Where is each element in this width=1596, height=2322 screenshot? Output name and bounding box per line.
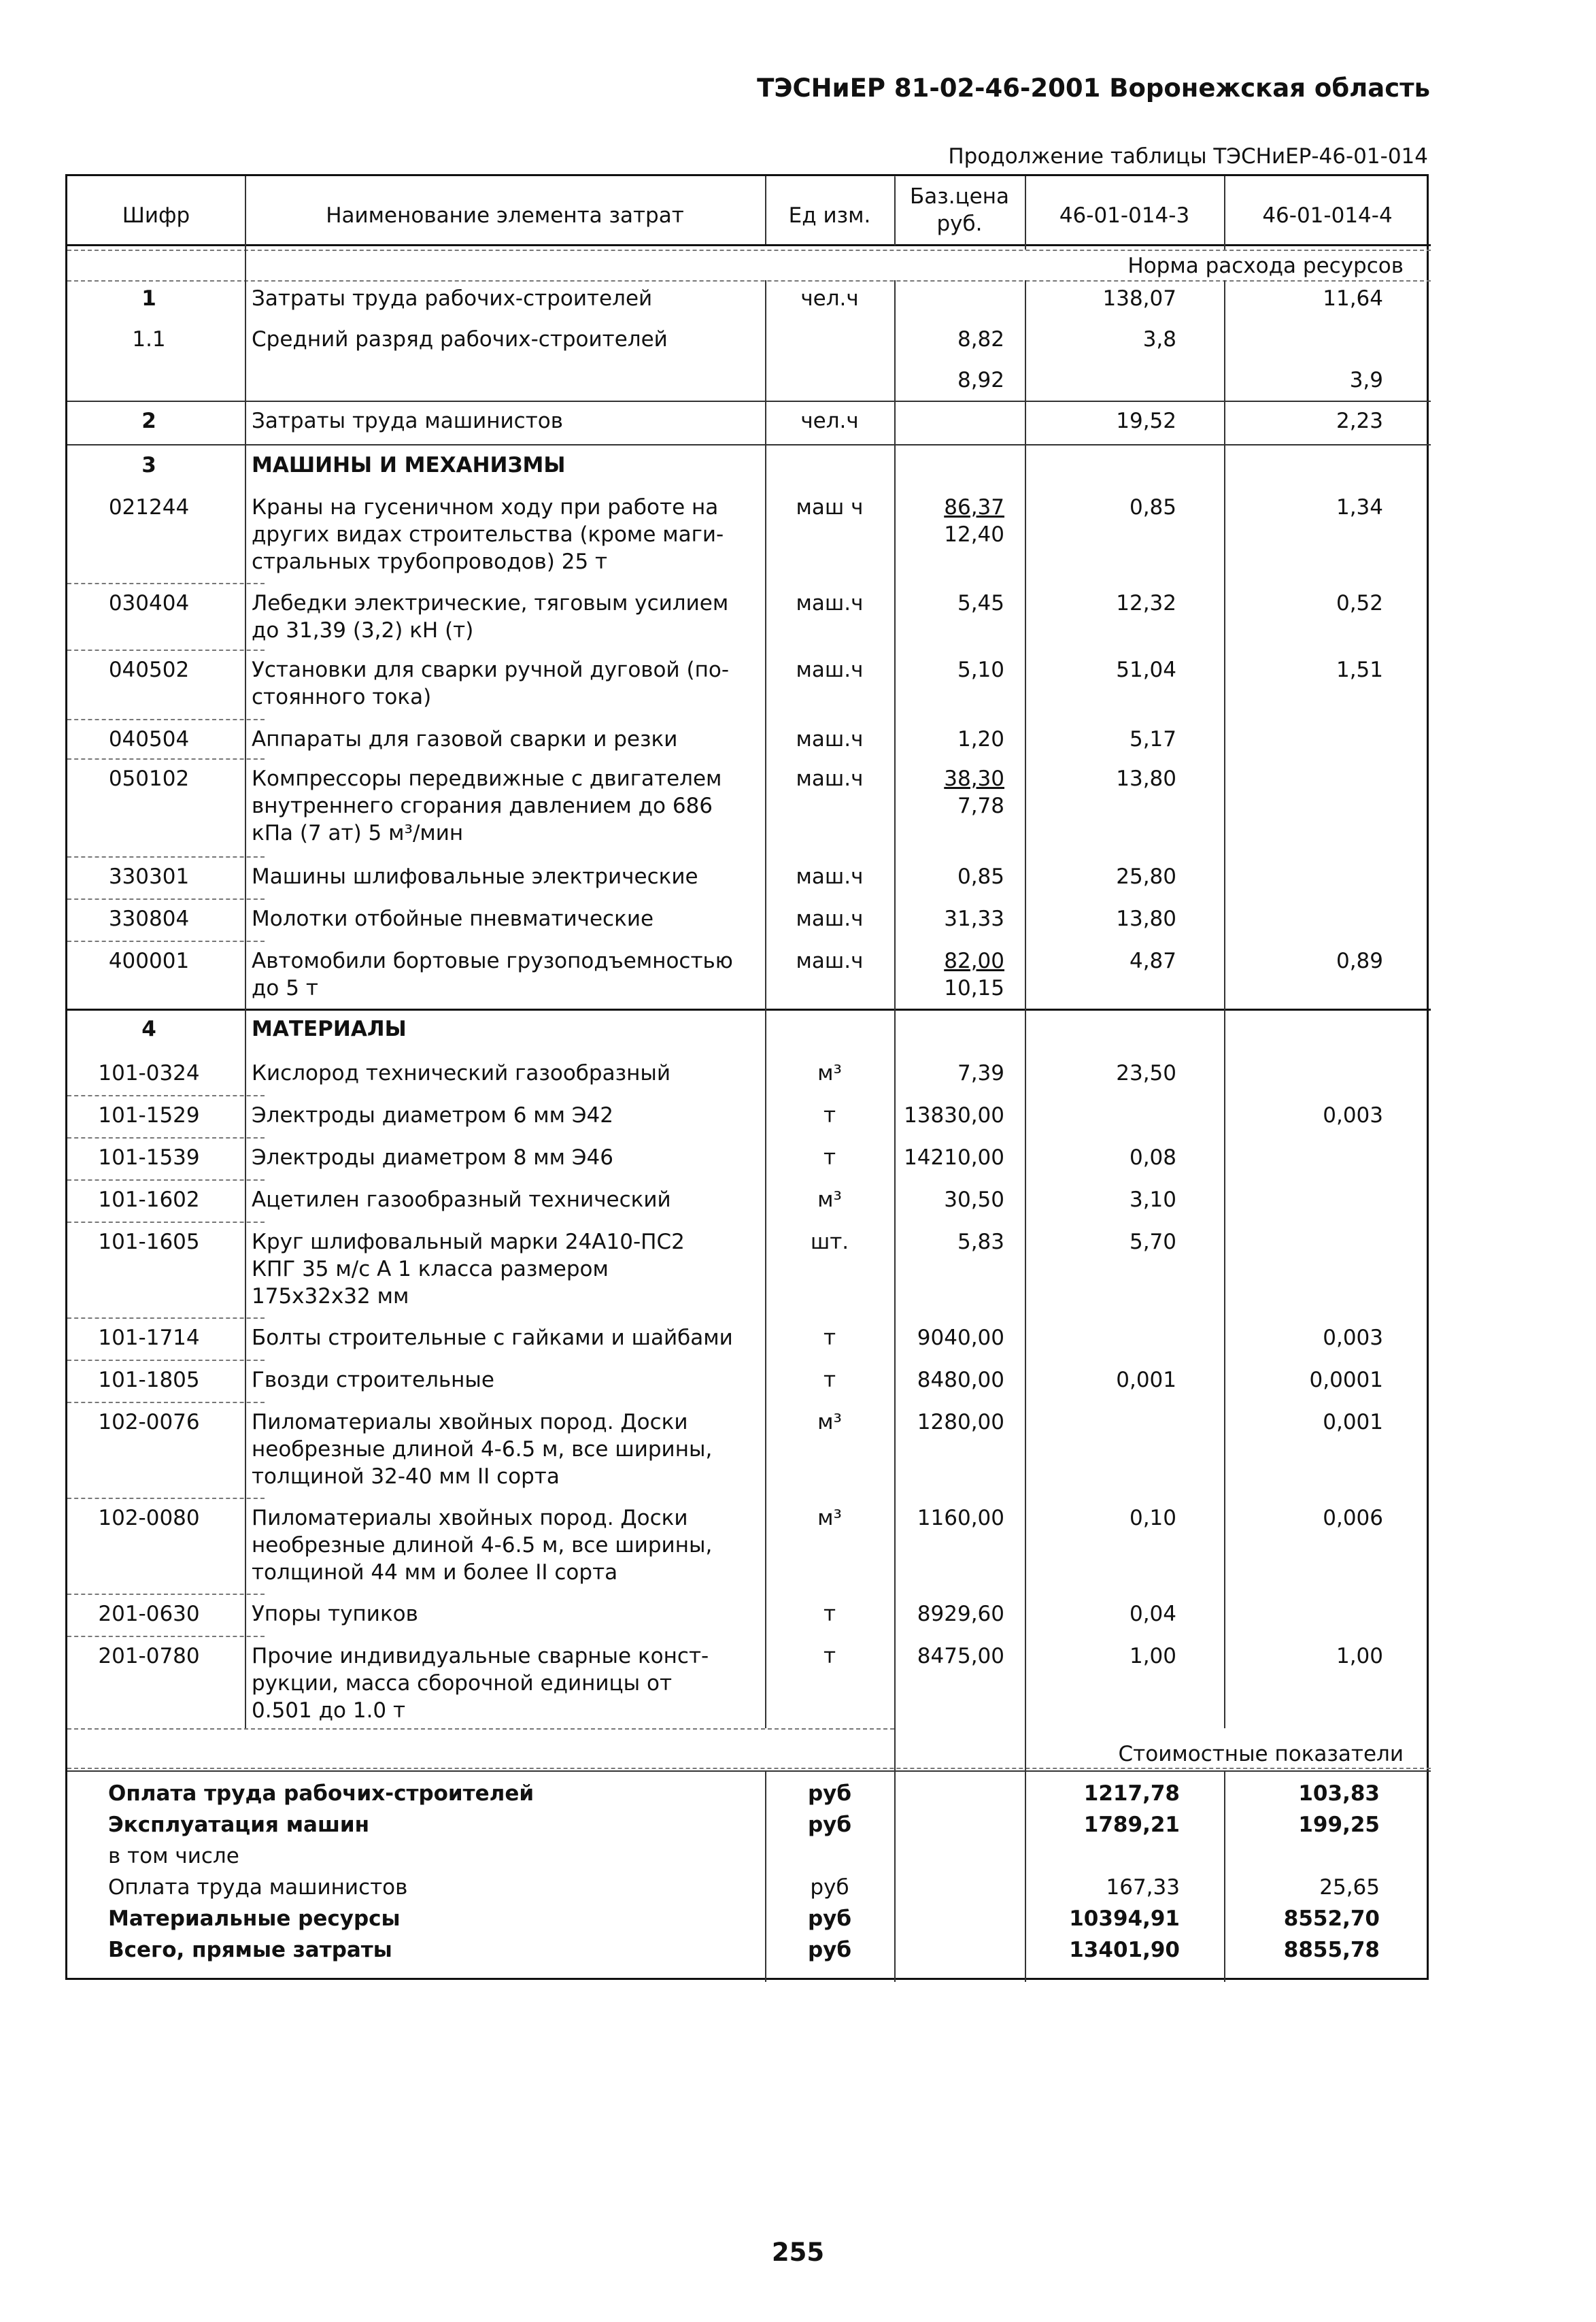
material-unit: т bbox=[823, 1602, 836, 1626]
machine-price: 86,37 bbox=[944, 495, 1004, 520]
cost-unit: руб bbox=[807, 1938, 852, 1962]
material-price: 14210,00 bbox=[904, 1145, 1004, 1170]
material-col-a: 0,04 bbox=[1129, 1602, 1176, 1626]
material-name: Гвозди строительные bbox=[252, 1368, 494, 1392]
material-unit: м³ bbox=[817, 1506, 842, 1530]
material-name: Электроды диаметром 8 мм Э46 bbox=[252, 1145, 613, 1170]
column-divider bbox=[894, 280, 896, 1982]
machine-price: 38,30 bbox=[944, 767, 1004, 791]
material-unit: т bbox=[823, 1103, 836, 1128]
machine-code: 330301 bbox=[108, 864, 190, 889]
row-divider bbox=[67, 401, 1431, 402]
material-code: 101-0324 bbox=[98, 1061, 200, 1086]
cost-unit: руб bbox=[807, 1781, 852, 1806]
material-price: 1280,00 bbox=[917, 1410, 1004, 1434]
machine-code: 050102 bbox=[108, 767, 190, 791]
cost-name: Материальные ресурсы bbox=[108, 1906, 401, 1931]
labor-price: 8,92 bbox=[957, 368, 1004, 392]
material-price: 30,50 bbox=[944, 1188, 1004, 1212]
row-divider bbox=[67, 650, 265, 651]
labor-name: Затраты труда рабочих-строителей bbox=[252, 286, 653, 311]
cost-name: Оплата труда машинистов bbox=[108, 1875, 408, 1900]
row-divider bbox=[67, 1317, 265, 1319]
material-unit: т bbox=[823, 1644, 836, 1668]
labor-code: 2 bbox=[141, 409, 156, 433]
machine-unit: маш ч bbox=[796, 495, 864, 520]
machine-price: 31,33 bbox=[944, 907, 1004, 931]
machine-code: 021244 bbox=[108, 495, 190, 520]
header-name: Наименование элемента затрат bbox=[326, 203, 684, 228]
row-divider bbox=[67, 898, 265, 900]
row-divider bbox=[67, 250, 1431, 251]
row-divider bbox=[67, 1768, 1431, 1769]
row-divider bbox=[67, 1498, 265, 1499]
labor-col-a: 3,8 bbox=[1142, 327, 1176, 352]
material-col-a: 0,10 bbox=[1129, 1506, 1176, 1530]
material-unit: т bbox=[823, 1145, 836, 1170]
machine-code: 040502 bbox=[108, 658, 190, 682]
header-col-a: 46-01-014-3 bbox=[1059, 203, 1190, 228]
row-divider bbox=[67, 856, 265, 858]
cost-unit: руб bbox=[810, 1875, 849, 1900]
cost-name: Всего, прямые затраты bbox=[108, 1938, 392, 1962]
machine-col-b: 1,51 bbox=[1336, 658, 1383, 682]
column-divider bbox=[765, 280, 766, 1728]
row-divider bbox=[67, 1728, 894, 1730]
machine-col-a: 13,80 bbox=[1116, 907, 1176, 931]
row-divider bbox=[67, 444, 1431, 445]
machine-price: 5,45 bbox=[957, 591, 1004, 616]
material-col-a: 5,70 bbox=[1129, 1230, 1176, 1254]
cost-name: Оплата труда рабочих-строителей bbox=[108, 1781, 534, 1806]
labor-code: 1 bbox=[141, 286, 156, 311]
labor-col-a: 138,07 bbox=[1102, 286, 1176, 311]
machine-price: 0,85 bbox=[957, 864, 1004, 889]
column-divider bbox=[245, 176, 246, 1728]
resource-table bbox=[65, 174, 1429, 1980]
row-divider bbox=[67, 719, 265, 720]
row-divider bbox=[67, 583, 265, 584]
material-code: 201-0780 bbox=[98, 1644, 200, 1668]
column-divider bbox=[765, 1770, 766, 1982]
column-divider bbox=[765, 176, 766, 244]
material-unit: м³ bbox=[817, 1410, 842, 1434]
header-price: Баз.цена руб. bbox=[909, 184, 1010, 236]
machine-unit: маш.ч bbox=[796, 907, 864, 931]
machine-name: Автомобили бортовые грузоподъемностью до 5 т bbox=[252, 949, 733, 1000]
material-price: 1160,00 bbox=[917, 1506, 1004, 1530]
cost-col-b: 8552,70 bbox=[1283, 1906, 1380, 1931]
cost-unit: руб bbox=[807, 1813, 852, 1837]
machine-price: 1,20 bbox=[957, 727, 1004, 752]
labor-col-a: 19,52 bbox=[1116, 409, 1176, 433]
document-title: ТЭСНиЕР 81-02-46-2001 Воронежская область bbox=[757, 73, 1430, 103]
cost-col-a: 13401,90 bbox=[1069, 1938, 1180, 1962]
material-col-b: 0,003 bbox=[1323, 1326, 1383, 1350]
material-price: 9040,00 bbox=[917, 1326, 1004, 1350]
material-price: 13830,00 bbox=[904, 1103, 1004, 1128]
cost-col-b: 8855,78 bbox=[1283, 1938, 1380, 1962]
cost-label: Стоимостные показатели bbox=[1118, 1742, 1404, 1766]
machines-section-title: МАШИНЫ И МЕХАНИЗМЫ bbox=[252, 453, 566, 477]
machine-unit: маш.ч bbox=[796, 658, 864, 682]
machine-col-b: 0,89 bbox=[1336, 949, 1383, 973]
machine-name: Установки для сварки ручной дуговой (по- стоянного тока) bbox=[252, 658, 730, 709]
material-code: 101-1602 bbox=[98, 1188, 200, 1212]
machine-price: 82,00 bbox=[944, 949, 1004, 973]
machine-name: Молотки отбойные пневматические bbox=[252, 907, 654, 931]
machine-code: 400001 bbox=[108, 949, 190, 973]
cost-name: в том числе bbox=[108, 1844, 239, 1868]
machine-price: 5,10 bbox=[957, 658, 1004, 682]
labor-unit: чел.ч bbox=[800, 409, 859, 433]
machines-section-num: 3 bbox=[141, 453, 156, 477]
materials-section-num: 4 bbox=[141, 1017, 156, 1041]
material-name: Упоры тупиков bbox=[252, 1602, 418, 1626]
machine-col-a: 4,87 bbox=[1129, 949, 1176, 973]
row-divider bbox=[67, 758, 265, 760]
row-divider bbox=[67, 1179, 265, 1181]
material-name: Кислород технический газообразный bbox=[252, 1061, 670, 1086]
labor-code: 1.1 bbox=[132, 327, 166, 352]
cost-name: Эксплуатация машин bbox=[108, 1813, 370, 1837]
material-name: Пиломатериалы хвойных пород. Доски необрезные длиной 4-6.5 м, все ширины, толщиной 44 мм и более II сорта bbox=[252, 1506, 713, 1585]
row-divider bbox=[67, 941, 265, 942]
machine-col-a: 12,32 bbox=[1116, 591, 1176, 616]
material-price: 7,39 bbox=[957, 1061, 1004, 1086]
material-price: 8475,00 bbox=[917, 1644, 1004, 1668]
material-name: Электроды диаметром 6 мм Э42 bbox=[252, 1103, 613, 1128]
row-divider bbox=[67, 1636, 265, 1637]
cost-col-b: 103,83 bbox=[1298, 1781, 1380, 1806]
cost-unit: руб bbox=[807, 1906, 852, 1931]
machine-name: Краны на гусеничном ходу при работе на других видах строительства (кроме маги- стральных трубопроводов) 25 т bbox=[252, 495, 724, 574]
material-unit: м³ bbox=[817, 1188, 842, 1212]
machine-code: 040504 bbox=[108, 727, 190, 752]
machine-col-b: 1,34 bbox=[1336, 495, 1383, 520]
material-col-a: 0,001 bbox=[1116, 1368, 1176, 1392]
labor-col-b: 3,9 bbox=[1349, 368, 1383, 392]
machine-code: 030404 bbox=[108, 591, 190, 616]
labor-col-b: 11,64 bbox=[1323, 286, 1383, 311]
material-code: 101-1539 bbox=[98, 1145, 200, 1170]
machine-col-a: 51,04 bbox=[1116, 658, 1176, 682]
machine-name: Машины шлифовальные электрические bbox=[252, 864, 698, 889]
material-unit: м³ bbox=[817, 1061, 842, 1086]
row-divider bbox=[67, 1095, 265, 1096]
row-divider bbox=[67, 1402, 265, 1403]
machine-unit: маш.ч bbox=[796, 727, 864, 752]
cost-col-a: 1789,21 bbox=[1083, 1813, 1180, 1837]
material-col-a: 23,50 bbox=[1116, 1061, 1176, 1086]
material-code: 102-0076 bbox=[98, 1410, 200, 1434]
norms-label: Норма расхода ресурсов bbox=[1127, 254, 1404, 278]
machine-col-a: 13,80 bbox=[1116, 767, 1176, 791]
labor-price: 8,82 bbox=[957, 327, 1004, 352]
cost-col-a: 1217,78 bbox=[1083, 1781, 1180, 1806]
machine-name: Аппараты для газовой сварки и резки bbox=[252, 727, 678, 752]
material-code: 101-1605 bbox=[98, 1230, 200, 1254]
material-col-a: 0,08 bbox=[1129, 1145, 1176, 1170]
cost-col-b: 25,65 bbox=[1319, 1875, 1380, 1900]
machine-price-base: 12,40 bbox=[944, 522, 1004, 547]
material-col-b: 1,00 bbox=[1336, 1644, 1383, 1668]
material-unit: т bbox=[823, 1326, 836, 1350]
labor-name: Затраты труда машинистов bbox=[252, 409, 564, 433]
material-unit: т bbox=[823, 1368, 836, 1392]
machine-unit: маш.ч bbox=[796, 949, 864, 973]
row-divider bbox=[67, 280, 1431, 282]
machine-col-a: 25,80 bbox=[1116, 864, 1176, 889]
table-caption: Продолжение таблицы ТЭСНиЕР-46-01-014 bbox=[948, 144, 1428, 169]
row-divider bbox=[67, 1770, 1431, 1772]
material-col-b: 0,001 bbox=[1323, 1410, 1383, 1434]
material-code: 102-0080 bbox=[98, 1506, 200, 1530]
material-name: Болты строительные с гайками и шайбами bbox=[252, 1326, 733, 1350]
column-divider bbox=[1025, 176, 1026, 250]
row-divider bbox=[67, 1137, 265, 1139]
column-divider bbox=[1224, 280, 1225, 1728]
material-name: Пиломатериалы хвойных пород. Доски необрезные длиной 4-6.5 м, все ширины, толщиной 32-40 мм II сорта bbox=[252, 1410, 713, 1489]
row-divider bbox=[67, 1360, 265, 1361]
material-name: Ацетилен газообразный технический bbox=[252, 1188, 671, 1212]
header-code: Шифр bbox=[122, 203, 190, 228]
machine-unit: маш.ч bbox=[796, 864, 864, 889]
material-name: Круг шлифовальный марки 24А10-ПС2 КПГ 35 м/с А 1 класса размером 175х32х32 мм bbox=[252, 1230, 685, 1309]
material-price: 8929,60 bbox=[917, 1602, 1004, 1626]
machine-name: Лебедки электрические, тяговым усилием до 31,39 (3,2) кН (т) bbox=[252, 591, 729, 643]
machine-name: Компрессоры передвижные с двигателем внутреннего сгорания давлением до 686 кПа (7 ат) 5 м³/мин bbox=[252, 767, 722, 845]
material-code: 101-1529 bbox=[98, 1103, 200, 1128]
labor-name: Средний разряд рабочих-строителей bbox=[252, 327, 668, 352]
material-code: 101-1805 bbox=[98, 1368, 200, 1392]
machine-price-base: 7,78 bbox=[957, 794, 1004, 818]
page-number: 255 bbox=[771, 2238, 825, 2267]
machine-col-a: 5,17 bbox=[1129, 727, 1176, 752]
material-name: Прочие индивидуальные сварные конст- рукции, масса сборочной единицы от 0.501 до 1.0 т bbox=[252, 1644, 709, 1723]
material-col-b: 0,0001 bbox=[1309, 1368, 1383, 1392]
machine-price-base: 10,15 bbox=[944, 976, 1004, 1000]
material-code: 101-1714 bbox=[98, 1326, 200, 1350]
material-col-a: 1,00 bbox=[1129, 1644, 1176, 1668]
materials-section-title: МАТЕРИАЛЫ bbox=[252, 1017, 407, 1041]
cost-col-a: 10394,91 bbox=[1069, 1906, 1180, 1931]
machine-unit: маш.ч bbox=[796, 591, 864, 616]
labor-col-b: 2,23 bbox=[1336, 409, 1383, 433]
row-divider bbox=[67, 244, 1431, 246]
column-divider bbox=[1025, 280, 1026, 1982]
material-code: 201-0630 bbox=[98, 1602, 200, 1626]
column-divider bbox=[1224, 1770, 1225, 1982]
row-divider bbox=[67, 1222, 265, 1223]
material-unit: шт. bbox=[810, 1230, 849, 1254]
cost-col-b: 199,25 bbox=[1298, 1813, 1380, 1837]
header-unit: Ед изм. bbox=[788, 203, 871, 228]
header-col-b: 46-01-014-4 bbox=[1262, 203, 1393, 228]
column-divider bbox=[1224, 176, 1225, 250]
machine-col-b: 0,52 bbox=[1336, 591, 1383, 616]
machine-unit: маш.ч bbox=[796, 767, 864, 791]
machine-code: 330804 bbox=[108, 907, 190, 931]
row-divider bbox=[67, 1009, 1431, 1011]
material-col-b: 0,003 bbox=[1323, 1103, 1383, 1128]
material-col-a: 3,10 bbox=[1129, 1188, 1176, 1212]
material-price: 8480,00 bbox=[917, 1368, 1004, 1392]
machine-col-a: 0,85 bbox=[1129, 495, 1176, 520]
material-col-b: 0,006 bbox=[1323, 1506, 1383, 1530]
cost-col-a: 167,33 bbox=[1106, 1875, 1180, 1900]
material-price: 5,83 bbox=[957, 1230, 1004, 1254]
labor-unit: чел.ч bbox=[800, 286, 859, 311]
column-divider bbox=[894, 176, 896, 246]
row-divider bbox=[67, 1594, 265, 1595]
